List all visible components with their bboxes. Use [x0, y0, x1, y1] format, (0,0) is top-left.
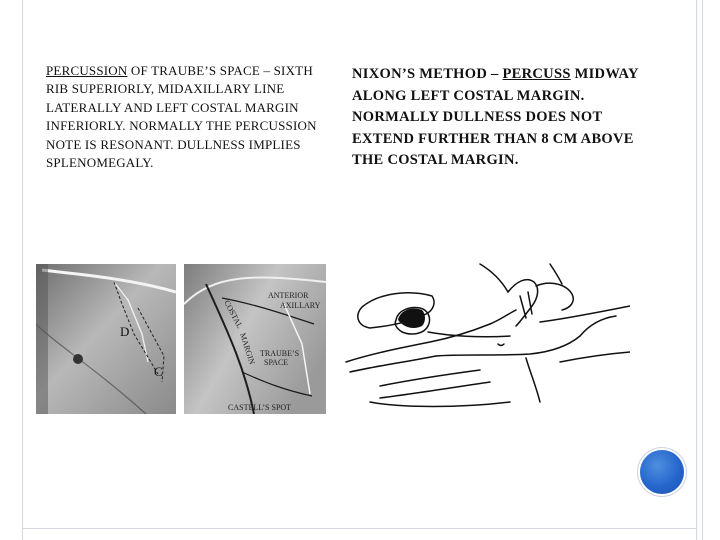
frame-line-right-outer [696, 0, 697, 540]
label-costal: COSTAL [222, 298, 245, 330]
slide-nav-button[interactable] [640, 450, 684, 494]
nixon-method-illustration [340, 262, 630, 412]
nixon-method-description: MIDWAY ALONG LEFT COSTAL MARGIN. NORMALLY DULLNESS DOES NOT EXTEND FURTHER THAN 8 CM ABOVE THE COSTAL MARGIN. [352, 66, 639, 168]
label-axillary: AXILLARY [280, 301, 321, 310]
nixon-method-figure [340, 262, 630, 412]
traube-space-figure [184, 264, 326, 414]
frame-line-left [22, 0, 23, 540]
percuss-term: PERCUSS [502, 66, 571, 82]
label-anterior: ANTERIOR [268, 291, 309, 300]
left-column-text [46, 62, 336, 172]
frame-line-bottom [22, 528, 697, 529]
traube-space-description: OF TRAUBE’S SPACE – SIXTH RIB SUPERIORLY, MIDAXILLARY LINE LATERALLY AND LEFT COSTAL MARGIN INFERIORLY. NORMALLY THE PERCUSSION NOTE IS RESONANT. DULLNESS IMPLIES SPLENOMEGALY. [46, 63, 317, 171]
right-column-text [352, 64, 642, 172]
chest-percussion-figure [36, 264, 176, 414]
chest-percussion-illustration [36, 264, 176, 414]
nixon-method-lead: NIXON’S METHOD – [352, 66, 503, 82]
label-castell: CASTELL’S SPOT [228, 403, 292, 412]
letter-d: D [120, 324, 130, 339]
label-traube: TRAUBE’S [260, 349, 300, 358]
label-margin: MARGIN [238, 331, 257, 366]
traube-space-illustration [184, 264, 326, 414]
label-space: SPACE [264, 358, 289, 367]
percussion-term: PERCUSSION [46, 63, 128, 78]
frame-line-right-inner [702, 0, 703, 540]
letter-c: C [154, 364, 163, 379]
